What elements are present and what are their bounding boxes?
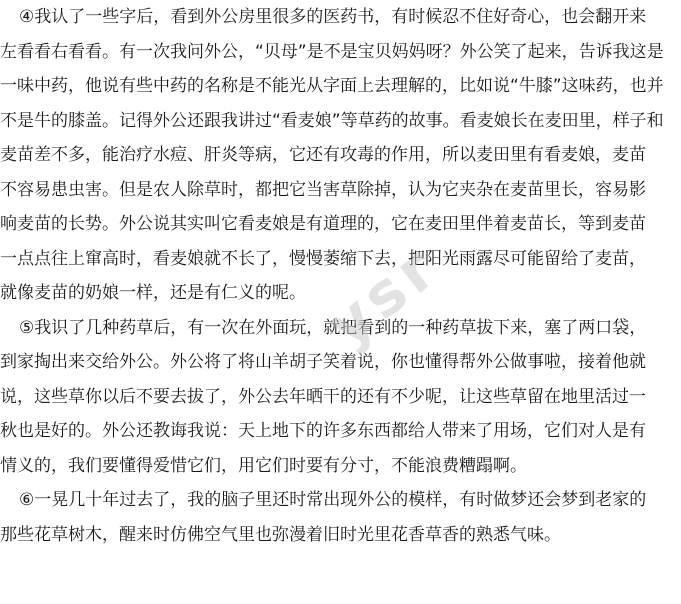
paragraph-5-line-5: 情义的，我们要懂得爱惜它们，用它们时要有分寸，不能浪费糟蹋啊。 [0,456,527,476]
paragraph-6-line-1: ⑥一晃几十年过去了，我的脑子里还时常出现外公的模样，有时做梦还会梦到老家的 [19,490,647,510]
paragraph-4-line-6: 不容易患虫害。但是农人除草时，都把它当害草除掉，认为它夹杂在麦苗里长，容易影 [0,180,646,200]
paragraph-4-line-8: 一点点往上窜高时，看麦娘就不长了，慢慢萎缩下去，把阳光雨露尽可能留给了麦苗， [0,249,646,269]
paragraph-4-line-1: ④我认了一些字后，看到外公房里很多的医药书，有时候忍不住好奇心，也会翻开来 [19,7,647,27]
paragraph-5-line-4: 秋也是好的。外公还教诲我说：天上地下的许多东西都给人带来了用场，它们对人是有 [0,421,646,441]
watermark-text: ysr [313,230,454,362]
paragraph-4-line-4: 不是牛的膝盖。记得外公还跟我讲过“看麦娘”等草药的故事。看麦娘长在麦田里，样子和 [0,111,664,131]
paragraph-4-line-5: 麦苗差不多，能治疗水痘、肝炎等病，它还有攻毒的作用，所以麦田里有看麦娘，麦苗 [0,145,646,165]
paragraph-4-line-9: 就像麦苗的奶娘一样，还是有仁义的呢。 [0,283,306,303]
paragraph-6-line-2: 那些花草树木，醒来时仿佛空气里也弥漫着旧时光里花香草香的熟悉气味。 [0,525,561,545]
paragraph-4-line-3: 一味中药，他说有些中药的名称是不能光从字面上去理解的，比如说“牛膝”这味药，也并 [0,76,664,96]
paragraph-4-line-2: 左看看右看看。有一次我问外公，“贝母”是不是宝贝妈妈呀？外公笑了起来，告诉我这是 [0,42,664,62]
paragraph-5-line-1: ⑤我识了几种药草后，有一次在外面玩，就把看到的一种药草拔下来，塞了两口袋， [19,318,647,338]
paragraph-5-line-2: 到家掏出来交给外公。外公将了将山羊胡子笑着说，你也懂得帮外公做事啦，接着他就 [0,352,646,372]
paragraph-4-line-7: 响麦苗的长势。外公说其实叫它看麦娘是有道理的，它在麦田里伴着麦苗长，等到麦苗 [0,214,646,234]
paragraph-5-line-3: 说，这些草你以后不要去拔了，外公去年晒干的还有不少呢，让这些草留在地里活过一 [0,387,646,407]
